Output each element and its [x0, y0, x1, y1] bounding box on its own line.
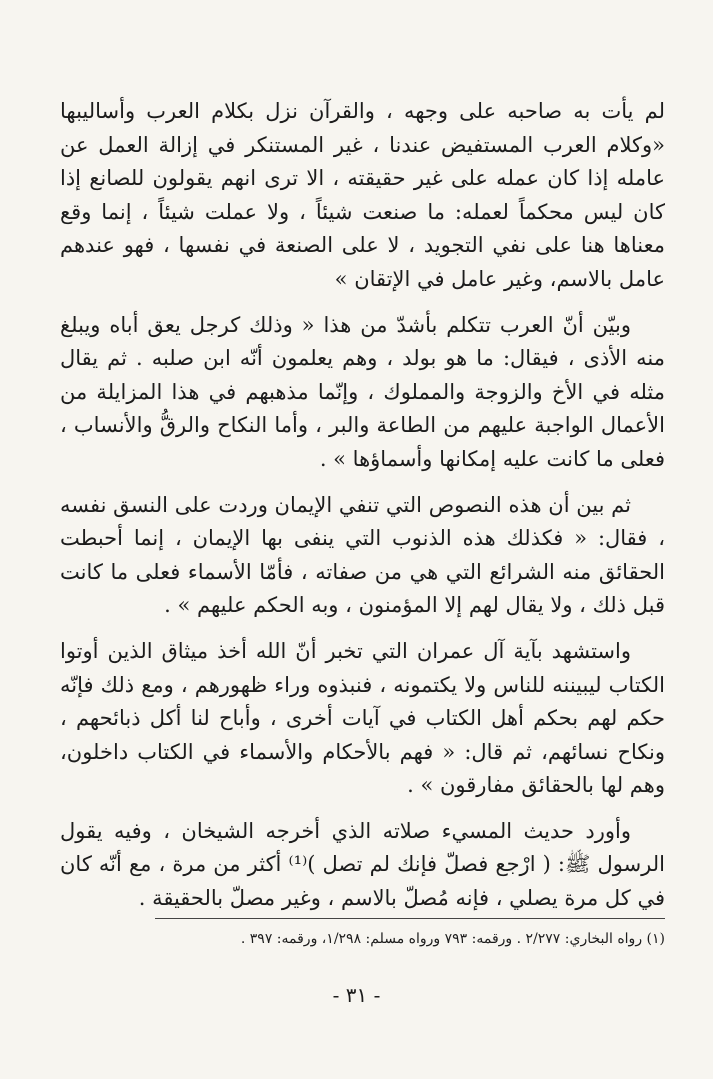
main-text [60, 95, 665, 928]
paragraph: وأورد حديث المسيء صلاته الذي أخرجه الشيخان ، وفيه يقول الرسول ﷺ: ( ارْجع فصلّ فإنك لم تصل )⁽¹⁾ أكثر من مرة ، مع أنّه كان في كل مرة يصلي ، فإنه مُصلّ بالاسم ، وغير مصلّ بالحقيقة . [60, 818, 665, 911]
paragraph: ثم بين أن هذه النصوص التي تنفي الإيمان وردت على النسق نفسه ، فقال: « فكذلك هذه الذنوب التي ينفى بها الإيمان ، إنما أحبطت الحقائق منه الشرائع التي هي من صفاته ، فأمّا الأسماء فعلى ما كانت قبل ذلك ، ولا يقال لهم إلا المؤمنون ، وبه الحكم عليهم » . [60, 492, 665, 618]
paragraph: لم يأت به صاحبه على وجهه ، والقرآن نزل بكلام العرب وأساليبها «وكلام العرب المستفيض عندنا ، غير المستنكر في إزالة العمل عن عامله إذا كان عمله على غير حقيقته ، الا ترى انهم يقولون للصانع إذا كان ليس محكماً لعمله: ما صنعت شيئاً ، ولا عملت شيئاً ، إنما وقع معناها هنا على نفي التجويد ، لا على الصنعة في نفسها ، فهو عندهم عامل بالاسم، وغير عامل في الإتقان » [60, 99, 665, 291]
footnote: (١) رواه البخاري: ٢/٢٧٧ . ورقمه: ٧٩٣ ورواه مسلم: ١/٢٩٨، ورقمه: ٣٩٧ . [240, 931, 665, 947]
paragraph: واستشهد بآية آل عمران التي تخبر أنّ الله أخذ ميثاق الذين أوتوا الكتاب ليبيننه للناس ولا يكتمونه ، فنبذوه وراء ظهورهم ، ومع ذلك فإنّه حكم لهم بحكم أهل الكتاب في آيات أخرى ، وأباح لنا أكل ذبائحهم ، ونكاح نسائهم، ثم قال: « فهم بالأحكام والأسماء في الكتاب داخلون، وهم لها بالحقائق مفارقون » . [60, 638, 665, 798]
page-number: - ٣١ - [332, 983, 381, 1007]
paragraph: وبيّن أنّ العرب تتكلم بأشدّ من هذا « وذلك كرجل يعق أباه ويبلغ منه الأذى ، فيقال: ما هو بولد ، وهم يعلمون أنّه ابن صلبه . ثم يقال مثله في الأخ والزوجة والمملوك ، وإنّما مذهبهم في هذا المزايلة من الأعمال الواجبة عليهم من الطاعة والبر ، وأما النكاح والرقُّ والأنساب ، فعلى ما كانت عليه إمكانها وأسماؤها » . [60, 312, 665, 471]
footnote-divider [155, 918, 665, 919]
